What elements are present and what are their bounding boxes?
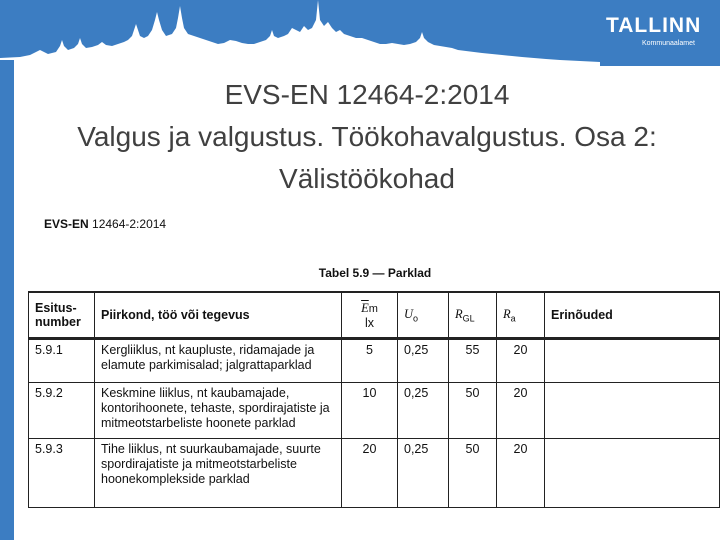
cell-ra: 20 [497,339,545,383]
cell-requirements [545,339,720,383]
cell-area: Kergliiklus, nt kaupluste, ridamajade ja elamute parkimisalad; jalgrattaparklad [95,339,342,383]
header-uo [398,292,449,339]
standard-ref-bold: EVS-EN [44,217,89,231]
cell-rgl: 50 [449,383,497,439]
ra-subscript: a [510,313,516,324]
cell-rgl: 50 [449,439,497,508]
rgl-subscript: GL [462,313,475,324]
cell-em: 20 [342,439,398,508]
left-accent-bar [0,60,14,540]
standard-ref-number: 12464-2:2014 [88,217,167,231]
cell-rgl: 55 [449,339,497,383]
cell-area: Tihe liiklus, nt suurkaubamajade, suurte spordirajatiste ja mitmeotstarbeliste hoonekomplekside parklad [95,439,342,508]
title-line-2: Valgus ja valgustus. Töökohavalgustus. Osa 2: [77,121,657,152]
standard-reference [44,217,166,231]
header-requirements: Erinõuded [545,292,720,339]
title-line-1: EVS-EN 12464-2:2014 [224,79,510,110]
header-area: Piirkond, töö või tegevus [95,292,342,339]
uo-subscript: o [413,313,419,324]
cell-requirements [545,383,720,439]
uo-symbol: U [404,306,414,321]
city-skyline-graphic [0,0,600,66]
cell-ref: 5.9.3 [29,439,95,508]
cell-ref: 5.9.1 [29,339,95,383]
cell-em: 5 [342,339,398,383]
cell-uo: 0,25 [398,439,449,508]
tallinn-logo [606,14,710,54]
cell-area: Keskmine liiklus, nt kaubamajade, kontorihoonete, tehaste, spordirajatiste ja mitmeotstarbeliste hoonete parklad [95,383,342,439]
cell-ref: 5.9.2 [29,383,95,439]
table-row [29,383,720,439]
cell-requirements [545,439,720,508]
header-ref-number: Esitus- number [29,292,95,339]
cell-uo: 0,25 [398,339,449,383]
cell-em: 10 [342,383,398,439]
header-banner [0,0,720,66]
slide-title [14,74,720,200]
logo-subtitle: Kommunaalamet [642,40,695,47]
table-header-row [29,292,720,339]
header-em [342,292,398,339]
rgl-symbol: R [455,306,463,321]
em-subscript: m [368,302,378,315]
ra-symbol: R [503,306,511,321]
table-row [29,339,720,383]
title-line-3: Välistöökohad [279,163,455,194]
header-rgl [449,292,497,339]
table-row [29,439,720,508]
em-unit: lx [364,315,375,330]
em-symbol: $\overline{E}$ [361,300,369,315]
parking-lighting-table [28,291,720,508]
header-ra [497,292,545,339]
logo-wordmark: TALLINN [606,14,702,37]
cell-ra: 20 [497,383,545,439]
cell-ra: 20 [497,439,545,508]
cell-uo: 0,25 [398,383,449,439]
table-caption: Tabel 5.9 — Parklad [318,266,432,280]
